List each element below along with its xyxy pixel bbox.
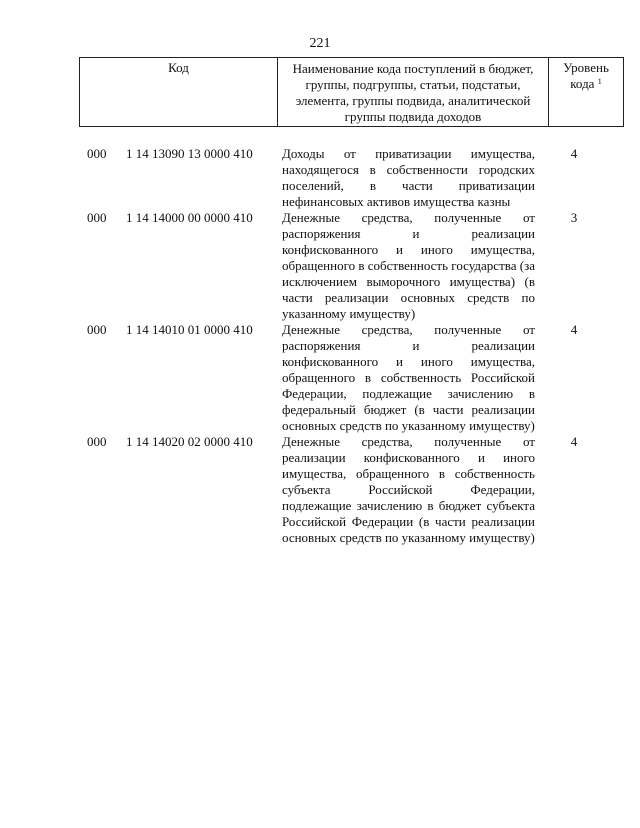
row-admin-code: 000: [87, 322, 107, 337]
header-level: [549, 58, 624, 127]
row-name: Денежные средства, полученные от распоряжения и реализации конфискованного и иного имущества, обращенного в собственность Российской Федерации, подлежащие зачислению в федеральный бюджет (в части реализации основных средств по указанному имуществу): [282, 322, 535, 433]
row-name: Денежные средства, полученные от распоряжения и реализации конфискованного и иного имущества, обращенного в собственность государства (за исключением выморочного имущества) (в части реализации основных средств по указанному имуществу): [282, 210, 535, 321]
row-level: 4: [570, 434, 578, 449]
row-name: Доходы от приватизации имущества, находящегося в собственности городских поселений, в части приватизации нефинансовых активов имущества казны: [282, 146, 535, 209]
row-revenue-code: 1 14 14000 00 0000 410: [126, 210, 253, 225]
header-name: Наименование кода поступлений в бюджет, группы, подгруппы, статьи, подстатьи, элемента, группы подвида, аналитической группы подвида доходов: [278, 58, 549, 127]
table-header: [79, 57, 624, 127]
header-level-label: Уровень кода: [563, 60, 609, 91]
table-row: [0, 434, 640, 546]
row-revenue-code: 1 14 14020 02 0000 410: [126, 434, 253, 449]
row-admin-code: 000: [87, 146, 107, 161]
table-body: [0, 146, 640, 546]
table-row: [0, 146, 640, 210]
page-number: 221: [309, 36, 331, 51]
table-row: [0, 322, 640, 434]
row-name: Денежные средства, полученные от реализации конфискованного и иного имущества, обращенного в собственность субъекта Российской Федерации, подлежащие зачислению в бюджет субъекта Российской Федерации (в части реализации основных средств по указанному имуществу): [282, 434, 535, 545]
row-revenue-code: 1 14 13090 13 0000 410: [126, 146, 253, 161]
row-level: 4: [570, 322, 578, 337]
row-admin-code: 000: [87, 434, 107, 449]
header-code: Код: [80, 58, 278, 127]
row-admin-code: 000: [87, 210, 107, 225]
row-level: 4: [570, 146, 578, 161]
table-row: [0, 210, 640, 322]
row-revenue-code: 1 14 14010 01 0000 410: [126, 322, 253, 337]
footnote-marker: 1: [597, 77, 602, 86]
row-level: 3: [570, 210, 578, 225]
